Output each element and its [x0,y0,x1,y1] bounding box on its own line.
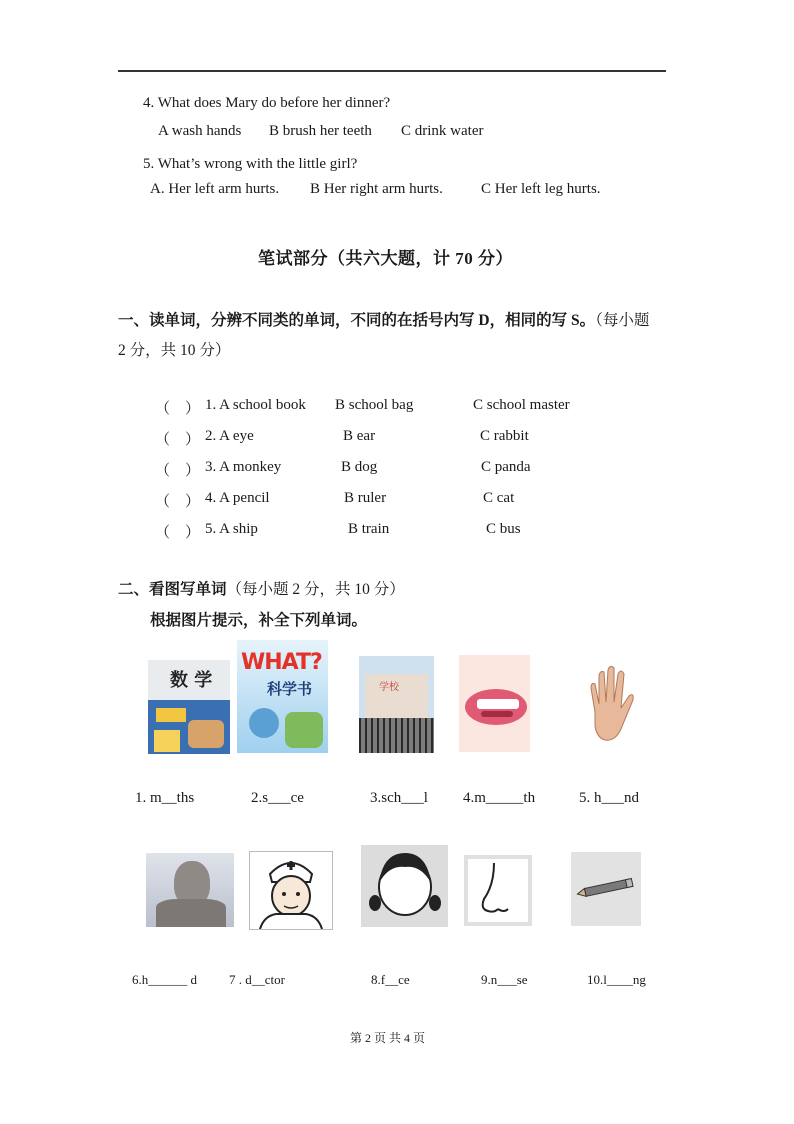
question-5: 5. What’s wrong with the little girl? [143,156,358,172]
section2-heading [118,577,405,599]
word-8: 8.f__ce [371,972,410,987]
section1-heading [118,308,649,330]
math-book-title: 数 学 [170,670,213,691]
top-rule [118,70,666,72]
s1-item5-b: B train [348,521,390,537]
s1-item4-paren: （ ） [155,494,201,510]
s1-item1-c: C school master [473,397,570,413]
question-4: 4. What does Mary do before her dinner? [143,95,391,111]
q4-option-b: B brush her teeth [269,123,372,139]
s1-item1-b: B school bag [335,397,414,413]
s1-item2-b: B ear [343,428,376,444]
school-sign: 学校 [379,682,399,693]
word-9: 9.n___se [481,972,528,987]
section2-instruction: 根据图片提示，补全下列单词。 [150,612,368,629]
word-10: 10.l____ng [587,972,646,987]
s1-item1-paren: （ ） [155,401,201,417]
s1-item4-b: B ruler [344,490,387,506]
s1-item5-a: 5. A ship [205,521,258,537]
word-7: 7 . d__ctor [229,972,285,987]
mouth-image [459,655,530,752]
q4-option-c: C drink water [401,123,484,139]
hand-image [585,662,637,750]
q5-option-b: B Her right arm hurts. [310,181,443,197]
s1-item5-paren: （ ） [155,525,201,541]
hand-icon [585,662,637,750]
school-image [359,656,434,753]
doctor-image [249,851,333,930]
s1-item3-paren: （ ） [155,463,201,479]
science-book-title: 科学书 [267,680,313,698]
word-5: 5. h___nd [579,790,639,806]
q5-option-a: A. Her left arm hurts. [150,181,280,197]
pencil-icon [571,852,641,926]
nose-icon [464,855,532,926]
section2-heading-note: （每小题 2 分，共 10 分） [226,581,405,598]
q4-option-a: A wash hands [158,123,242,139]
s1-item2-paren: （ ） [155,432,201,448]
doctor-icon [250,852,332,929]
s1-item5-c: C bus [486,521,521,537]
nose-image [464,855,532,926]
written-section-title: 笔试部分（共六大题，计 70 分） [258,249,513,268]
word-3: 3.sch___l [370,790,428,806]
s1-item2-c: C rabbit [480,428,529,444]
face-icon [361,845,448,927]
word-6: 6.h______ d [132,972,197,987]
section2-heading-bold: 二、看图写单词 [118,581,227,598]
section1-heading-bold: 一、读单词，分辨不同类的单词，不同的在括号内写 D，相同的写 S。 [118,312,596,329]
s1-item4-a: 4. A pencil [205,490,270,506]
long-pencil-image [571,852,641,926]
word-2: 2.s___ce [251,790,304,806]
s1-item2-a: 2. A eye [205,428,254,444]
word-1: 1. m__ths [135,790,195,806]
head-statue-image [146,853,234,927]
page-footer: 第 2 页 共 4 页 [350,1031,426,1045]
science-book-image [237,640,328,753]
word-4: 4.m_____th [463,790,536,806]
math-book-image [148,660,230,754]
science-book-what: WHAT? [241,650,322,675]
s1-item4-c: C cat [483,490,515,506]
s1-item3-b: B dog [341,459,378,475]
face-image [361,845,448,927]
s1-item1-a: 1. A school book [205,397,306,413]
section1-heading-note: （每小题 [595,312,650,329]
s1-item3-c: C panda [481,459,531,475]
q5-option-c: C Her left leg hurts. [481,181,601,197]
section1-heading-line2: 2 分，共 10 分） [118,342,231,359]
s1-item3-a: 3. A monkey [205,459,282,475]
